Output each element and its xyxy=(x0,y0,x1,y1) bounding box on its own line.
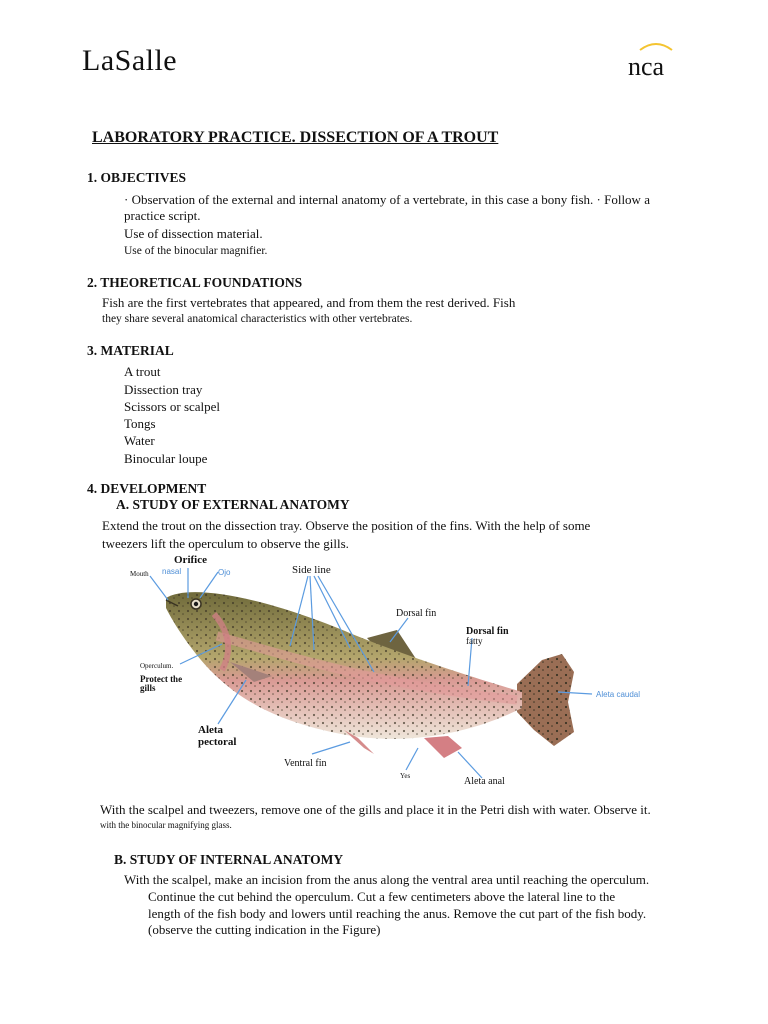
trout-illustration xyxy=(122,552,618,792)
label-protect-gills: gills xyxy=(140,683,156,693)
external-anatomy-line: Extend the trout on the dissection tray. Observe the position of the fins. With the help of some xyxy=(102,518,591,533)
objectives-line: Use of dissection material. xyxy=(124,226,263,241)
material-item: Water xyxy=(124,433,155,448)
label-pectoral-fin: pectoral xyxy=(198,736,237,748)
label-protect-gills: Protect the xyxy=(140,674,183,684)
external-anatomy-line: tweezers lift the operculum to observe the gills. xyxy=(102,536,349,551)
label-side-line: Side line xyxy=(292,564,331,576)
internal-anatomy-line: Continue the cut behind the operculum. Cut a few centimeters above the lateral line to the xyxy=(148,889,616,904)
label-dorsal-fin: Dorsal fin xyxy=(396,608,437,619)
label-eye: Ojo xyxy=(218,568,231,577)
material-item: Scissors or scalpel xyxy=(124,399,221,414)
development-heading: 4. DEVELOPMENT xyxy=(87,481,207,496)
objectives-line: practice script. xyxy=(124,208,201,223)
material-item: Binocular loupe xyxy=(124,451,208,466)
theory-heading: 2. THEORETICAL FOUNDATIONS xyxy=(87,275,303,290)
internal-anatomy-line: (observe the cutting indication in the Figure) xyxy=(148,922,381,937)
material-item: Dissection tray xyxy=(124,382,203,397)
label-operculum: Operculum. xyxy=(140,662,174,670)
label-pectoral-fin: Aleta xyxy=(198,724,224,736)
objectives-line: Use of the binocular magnifier. xyxy=(124,245,268,257)
label-ventral-fin: Ventral fin xyxy=(284,758,327,769)
page-title: LABORATORY PRACTICE. DISSECTION OF A TROUT xyxy=(92,129,499,146)
label-dorsal-fin-fatty: Dorsal fin xyxy=(466,626,509,637)
internal-anatomy-line: With the scalpel, make an incision from the anus along the ventral area until reaching the operculum. xyxy=(124,872,650,887)
internal-anatomy-heading: B. STUDY OF INTERNAL ANATOMY xyxy=(114,852,344,867)
label-caudal-fin: Aleta caudal xyxy=(596,690,641,699)
nca-logo: nca xyxy=(628,52,665,81)
material-item: Tongs xyxy=(124,416,156,431)
objectives-heading: 1. OBJECTIVES xyxy=(87,170,187,185)
trout-figure xyxy=(122,552,641,792)
label-nasal: nasal xyxy=(162,567,182,576)
label-orifice: Orifice xyxy=(174,554,207,566)
label-anal-fin: Aleta anal xyxy=(464,776,505,787)
theory-line: Fish are the first vertebrates that appeared, and from them the rest derived. Fish xyxy=(102,295,516,310)
internal-anatomy-line: length of the fish body and lowers until reaching the anus. Remove the cut part of the fish body. xyxy=(148,906,647,921)
label-dorsal-fin-fatty: fatty xyxy=(466,636,483,646)
label-yes: Yes xyxy=(400,772,411,780)
lasalle-logo: LaSalle xyxy=(82,44,178,77)
material-heading: 3. MATERIAL xyxy=(87,343,174,358)
theory-line: they share several anatomical characteristics with other vertebrates. xyxy=(102,313,413,325)
material-item: A trout xyxy=(124,364,161,379)
label-mouth: Mouth xyxy=(130,570,149,578)
objectives-line: · Observation of the external and internal anatomy of a vertebrate, in this case a bony fish. · Follow a xyxy=(124,192,650,207)
after-figure-line: With the scalpel and tweezers, remove one of the gills and place it in the Petri dish with water. Observe it. xyxy=(100,802,651,817)
external-anatomy-heading: A. STUDY OF EXTERNAL ANATOMY xyxy=(116,497,350,512)
after-figure-line: with the binocular magnifying glass. xyxy=(100,820,232,830)
